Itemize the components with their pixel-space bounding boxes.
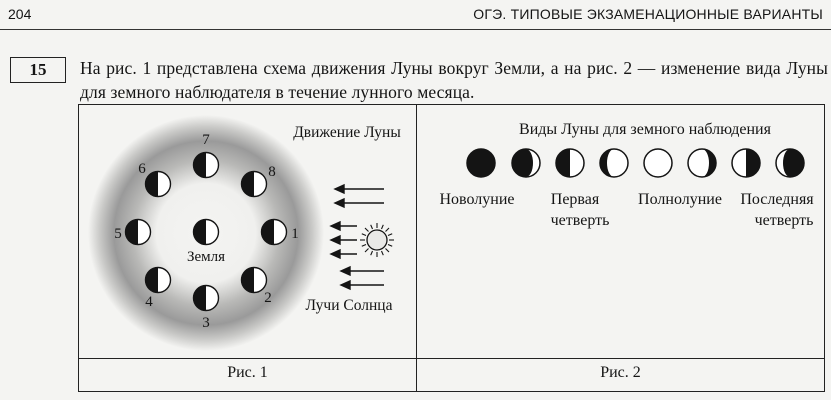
- phase-first-quarter: [556, 149, 584, 177]
- position-number: 5: [114, 226, 122, 242]
- phase-waning-crescent: [776, 149, 804, 177]
- sun-rays-label: Лучи Солнца: [305, 297, 393, 314]
- figure-table: [78, 104, 825, 392]
- phase-last-quarter: [732, 149, 760, 177]
- position-number: 4: [145, 294, 153, 310]
- task-text: На рис. 1 представлена схема движения Луны вокруг Земли, а на рис. 2 — изменение вида Луны для земного наблюдателя в течение лунного месяца.: [80, 58, 828, 102]
- earth-symbol: [194, 220, 219, 245]
- sun-icon: [360, 223, 394, 257]
- position-number: 2: [264, 290, 272, 306]
- position-number: 6: [138, 161, 146, 177]
- phase-waxing-crescent: [512, 149, 540, 177]
- figure-1-orbit-diagram: [79, 105, 415, 357]
- task-number: 15: [10, 57, 66, 83]
- label-full-moon: Полнолуние: [638, 191, 722, 208]
- header-rule: [0, 29, 831, 30]
- moon-position-1: [262, 220, 287, 245]
- figure-2-caption: Рис. 2: [600, 364, 641, 381]
- position-number: 1: [291, 226, 299, 242]
- moon-position-2: [242, 268, 267, 293]
- figure-2-title: Виды Луны для земного наблюдения: [519, 121, 771, 138]
- label-new-moon: Новолуние: [439, 191, 515, 208]
- moon-position-4: [146, 268, 171, 293]
- position-number: 3: [202, 315, 210, 331]
- phase-full-moon: [644, 149, 672, 177]
- phase-waxing-gibbous: [600, 149, 628, 177]
- moon-position-3: [194, 286, 219, 311]
- phase-new-moon: [467, 149, 495, 177]
- figure-1-caption: Рис. 1: [227, 364, 268, 381]
- figure-divider-horizontal: [79, 358, 824, 359]
- figure-2-phases-diagram: [417, 105, 823, 357]
- figure-1-title: Движение Луны: [293, 124, 401, 141]
- moon-position-7: [194, 153, 219, 178]
- position-number: 8: [268, 164, 276, 180]
- label-first-quarter-line2: четверть: [550, 212, 610, 229]
- moon-position-8: [242, 172, 267, 197]
- label-last-quarter-line1: Последняя: [740, 191, 814, 208]
- label-last-quarter-line2: четверть: [754, 212, 814, 229]
- page-header: [0, 0, 831, 30]
- running-title: ОГЭ. ТИПОВЫЕ ЭКЗАМЕНАЦИОННЫЕ ВАРИАНТЫ: [473, 6, 823, 22]
- moon-position-6: [146, 172, 171, 197]
- position-number: 7: [202, 132, 210, 148]
- moon-position-5: [126, 220, 151, 245]
- phase-waning-gibbous: [688, 149, 716, 177]
- page-number: 204: [8, 6, 32, 22]
- label-first-quarter-line1: Первая: [550, 191, 600, 208]
- earth-label: Земля: [186, 249, 226, 265]
